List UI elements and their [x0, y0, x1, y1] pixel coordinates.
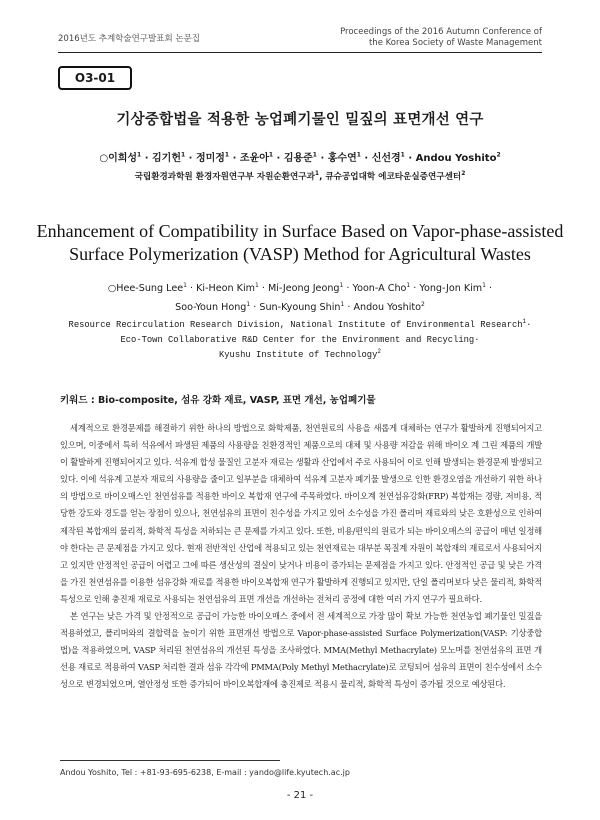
author-affiliation-sup: 1	[246, 300, 251, 308]
korean-title: 기상중합법을 적용한 농업폐기물인 밀짚의 표면개선 연구	[116, 112, 484, 128]
english-affiliation	[0, 318, 600, 363]
author-name: Soo-Youn Hong	[175, 302, 247, 313]
english-title-line2: Surface Polymerization (VASP) Method for Agricultural Wastes	[69, 244, 531, 264]
english-title-line1: Enhancement of Compatibility in Surface Based on Vapor-phase-assisted	[36, 221, 564, 241]
author-separator: ·	[141, 153, 152, 164]
author-affiliation-sup: 1	[400, 151, 405, 159]
presenter-marker: ○	[99, 153, 109, 164]
author-separator: ·	[360, 153, 372, 164]
author-separator: ·	[273, 153, 284, 164]
header-right-line2: the Korea Society of Waste Management	[368, 38, 542, 48]
korean-affiliation-2: 큐슈공업대학 에코타운실증연구센터	[325, 172, 462, 182]
author-name: Yong-Jon Kim	[419, 283, 483, 294]
author-name: Andou Yoshito	[415, 153, 497, 164]
author-name: Mi-Jeong Jeong	[267, 283, 340, 294]
author-affiliation-sup: 1	[356, 151, 361, 159]
english-affiliation-line2: Eco-Town Collaborative R&D Center for the Environment and Recycling·	[120, 335, 480, 345]
author-affiliation-sup: 1	[482, 281, 486, 289]
author-name: Yoon-A Cho	[352, 283, 407, 294]
author-separator: ·	[343, 283, 353, 294]
header-divider	[58, 52, 542, 53]
author-affiliation-sup: 1	[183, 281, 187, 289]
author-separator: ·	[258, 283, 268, 294]
keywords: 키워드 : Bio-composite, 섬유 강화 재료, VASP, 표면 개선, 농업폐기물	[60, 395, 376, 406]
author-affiliation-sup: 2	[496, 151, 501, 159]
author-separator: ·	[410, 283, 420, 294]
author-name: Sun-Kyoung Shin	[259, 302, 341, 313]
author-name: 이희성	[108, 153, 138, 164]
author-name: 김기헌	[152, 153, 181, 164]
author-separator: ·	[344, 302, 354, 313]
author-name: Ki-Heon Kim	[196, 283, 255, 294]
footnote-divider	[60, 760, 280, 761]
header-left: 2016년도 추계학술연구발표회 논문집	[58, 34, 200, 44]
author-name: 조윤아	[239, 153, 269, 164]
author-affiliation-sup: 1	[312, 151, 317, 159]
author-affiliation-sup: 2	[421, 300, 425, 308]
author-separator: ·	[186, 283, 197, 294]
korean-affiliation	[0, 170, 600, 182]
korean-affiliation-1: 국립환경과학원 환경자원연구부 자원순환연구과	[134, 172, 315, 182]
english-title	[0, 220, 600, 266]
author-affiliation-sup: 1	[224, 151, 230, 159]
author-affiliation-sup: 1	[268, 151, 274, 159]
author-separator: ·	[185, 153, 196, 164]
footnote-contact: Andou Yoshito, Tel : +81-93-695-6238, E-mail : yando@life.kyutech.ac.jp	[60, 768, 350, 777]
english-authors-line1	[0, 279, 600, 298]
author-name: 김용준	[283, 153, 313, 164]
author-name: Hee-Sung Lee	[116, 283, 184, 294]
author-affiliation-sup: 1	[180, 151, 186, 159]
author-separator: ·	[250, 302, 260, 313]
author-affiliation-sup: 1	[137, 151, 142, 159]
abstract-body	[60, 420, 542, 694]
english-affiliation-line1: Resource Recirculation Research Division, National Institute of Environmental Research$^1$·	[68, 318, 532, 330]
author-affiliation-sup: 1	[406, 281, 411, 289]
paper-code-badge: O3-01	[58, 66, 132, 90]
header-right-line1: Proceedings of the 2016 Autumn Conference of	[340, 27, 542, 37]
english-affiliation-line3	[0, 348, 600, 363]
page-number: - 21 -	[286, 790, 314, 801]
presenter-marker: ○	[107, 283, 117, 294]
header-right	[340, 27, 542, 49]
author-affiliation-sup: 1	[339, 281, 344, 289]
body-paragraph-2: 본 연구는 낮은 가격 및 안정적으로 공급이 가능한 바이오매스 중에서 전 세계적으로 가장 많이 확보 가능한 천연농업 폐기물인 밀짚을 적용하였고, 폴리머와의 결합력을 높이기 위한 표면개선 방법으로 Vapor-phase-assisted Surface Polymerization(VASP: 기상중합법)을 적용하였으며, VASP 처리된 천연섬유의 개선된 특성을 조사하였다. MMA(Methyl Methacrylate) 모노머를 천연섬유의 표면 개선용 재료로 적용하여 VASP 처리한 결과 섬유 각각에 PMMA(Poly Methyl Methacrylate)로 코팅되어 섬유의 표면이 친수성에서 소수성으로 변경되었으며, 열안정성 또한 증가되어 바이오복합재에 충진제로 적용시 물리적, 화학적 특성이 증가될 것으로 예상된다.	[60, 611, 542, 690]
author-separator: ·	[229, 153, 240, 164]
author-separator: ·	[316, 153, 328, 164]
english-affiliation-line1-text: Resource Recirculation Research Division, National Institute of Environmental Research	[68, 320, 523, 330]
author-name: 홍수연	[327, 153, 357, 164]
author-separator: ·	[404, 153, 416, 164]
author-name: 신선경	[371, 153, 401, 164]
english-affiliation-line3-sup: 2	[377, 348, 381, 356]
english-affiliation-line3-text: Kyushu Institute of Technology	[219, 350, 378, 360]
korean-authors	[0, 149, 600, 164]
author-separator: ·	[485, 283, 493, 294]
korean-affiliation-1-sup: 1	[314, 170, 320, 178]
english-authors	[0, 279, 600, 317]
author-affiliation-sup: 1	[254, 281, 259, 289]
english-authors-line2	[0, 298, 600, 317]
author-affiliation-sup: 1	[340, 300, 345, 308]
korean-affiliation-2-sup: 2	[461, 170, 466, 178]
affil-separator: ,	[319, 172, 326, 182]
english-affiliation-line1-sup: 1	[522, 318, 527, 326]
author-name: Andou Yoshito	[353, 302, 422, 313]
body-paragraph-1: 세계적으로 환경문제를 해결하기 위한 하나의 방법으로 화학제품, 천연원료의 사용을 새롭게 대체하는 연구가 활발하게 진행되어지고 있으며, 이중에서 특히 석유에서 파생된 제품의 사용량을 친환경적인 제품으로의 대체 및 사용량 저감을 위해 바이오 계 그린 제품의 개발이 활발하게 진행되어지고 있다. 석유계 합성 물질인 고분자 재료는 생활과 산업에서 주로 사용되어 이로 인해 발생되는 환경문제 발생되고 있다. 이에 석유계 고분자 재료의 사용량을 줄이고 일부분을 대체하여 석유계 고분자 폐기물 발생으로 인한 환경오염을 개선하기 위한 하나의 방법으로 바이오매스인 천연섬유를 적용한 바이오 복합재 연구에 주목하였다. 바이오계 천연섬유강화(FRP) 복합재는 경량, 저비용, 적당한 강도와 경도를 얻는 장점이 있으나, 천연섬유의 표면이 친수성을 가지고 있어 소수성을 가진 폴리머 재료와의 낮은 호환성으로 인하여 제작된 복합재의 물리적, 화학적 특성을 저하되는 큰 문제를 가지고 있다. 또한, 비용/편익의 원료가 되는 바이오매스의 공급이 매년 일정해야 한다는 큰 문제점을 가지고 있다. 현재 전반적인 산업에 적용되고 있는 천연재료는 대부분 목질계 자원이 복합재의 재료로서 사용되어지고 있지만 안정적인 공급이 어렵고 그에 따른 생산성의 결실이 낮거나 비용이 증가되는 문제점을 가지고 있다. 안정적인 공급 및 낮은 가격을 가진 천연섬유를 이용한 섬유강화 재료를 적용한 바이오복합재 연구가 활발하게 진행되고 있지만, 단일 폴리머보다 낮은 물리적, 화학적 특성으로 인해 충진재 재료로 사용되는 천연섬유의 표면 개선을 개선하는 전처리 공정에 대한 여러 가지 연구가 필요하다.	[60, 423, 542, 604]
author-name: 정미정	[195, 153, 225, 164]
